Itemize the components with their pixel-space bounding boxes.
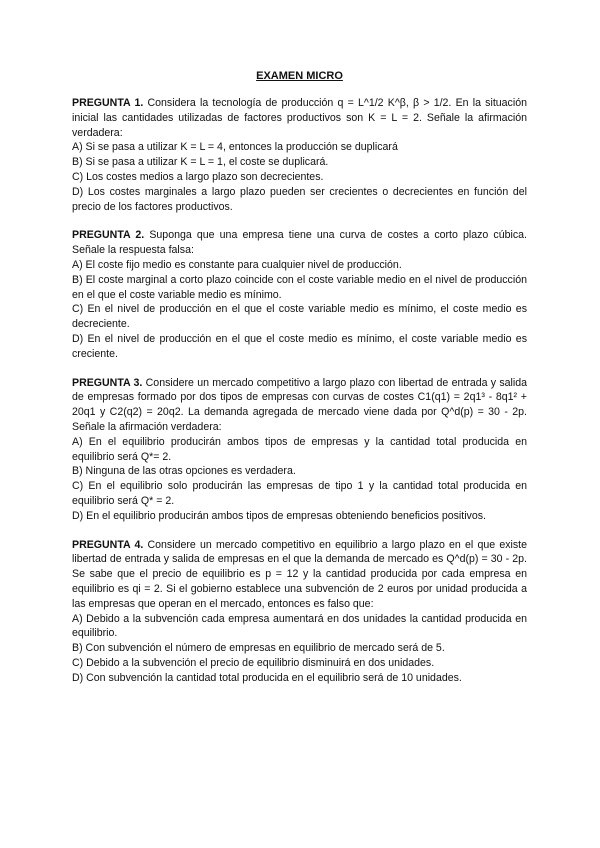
option-d: D) En el nivel de producción en el que el coste medio es mínimo, el coste variable medio es creciente. xyxy=(72,332,527,360)
option-list xyxy=(72,612,527,686)
question-text: Considere un mercado competitivo en equilibrio a largo plazo en el que existe libertad de entrada y salida de empresas en el que la demanda de mercado es Q^d(p) = 30 - 2p. Se sabe que el precio de equilibrio es p = 12 y la cantidad producida por cada empresa en equilibrio es qi = 2. Si el gobierno establece una subvención de 2 euros por unidad producida a las empresas que operan en el mercado, entonces es falso que: xyxy=(72,538,527,610)
option-c: C) En el nivel de producción en el que el coste variable medio es mínimo, el coste medio es decreciente. xyxy=(72,303,527,331)
option-a: A) El coste fijo medio es constante para cualquier nivel de producción. xyxy=(72,258,402,271)
option-d: D) En el equilibrio producirán ambos tipos de empresas obteniendo beneficios positivos. xyxy=(72,509,486,522)
option-b: B) Si se pasa a utilizar K = L = 1, el coste se duplicará. xyxy=(72,156,329,169)
question-1 xyxy=(72,96,527,214)
question-intro xyxy=(72,228,527,258)
question-label: PREGUNTA 4. xyxy=(72,538,144,551)
question-intro xyxy=(72,376,527,435)
option-b: B) Ninguna de las otras opciones es verdadera. xyxy=(72,465,296,478)
question-4 xyxy=(72,538,527,686)
page-title: EXAMEN MICRO xyxy=(256,70,343,82)
option-list xyxy=(72,140,527,214)
option-d: D) Los costes marginales a largo plazo pueden ser crecientes o decrecientes en función del precio de los factores productivos. xyxy=(72,185,527,213)
option-d: D) Con subvención la cantidad total producida en el equilibrio será de 10 unidades. xyxy=(72,671,462,684)
question-text: Considere un mercado competitivo a largo plazo con libertad de entrada y salida de empresas formado por dos tipos de empresas con curvas de costes C1(q1) = 2q1³ - 8q1² + 20q1 y C2(q2) = 20q2. La demanda agregada de mercado viene dada por Q^d(p) = 30 - 2p. Señale la afirmación verdadera: xyxy=(72,376,528,433)
question-intro xyxy=(72,538,527,612)
option-c: C) En el equilibrio solo producirán las empresas de tipo 1 y la cantidad total producida en equilibrio será Q* = 2. xyxy=(72,480,527,507)
option-list xyxy=(72,258,527,362)
question-label: PREGUNTA 1. xyxy=(72,97,144,109)
question-3 xyxy=(72,376,527,524)
question-label: PREGUNTA 3. xyxy=(72,376,143,389)
question-2 xyxy=(72,228,527,361)
option-a: A) Debido a la subvención cada empresa aumentará en dos unidades la cantidad producida en equilibrio. xyxy=(72,612,527,640)
option-a: A) En el equilibrio producirán ambos tipos de empresas y la cantidad total producida en equilibrio será Q*= 2. xyxy=(72,435,527,463)
question-intro xyxy=(72,96,527,140)
exam-page xyxy=(72,70,527,699)
question-text: Considera la tecnología de producción q = L^1/2 K^β, β > 1/2. En la situación inicial las cantidades utilizadas de factores productivos son K = L = 2. Señale la afirmación verdadera: xyxy=(72,97,527,139)
option-b: B) El coste marginal a corto plazo coincide con el coste variable medio en el nivel de producción en el que el coste variable medio es mínimo. xyxy=(72,273,527,301)
option-b: B) Con subvención el número de empresas en equilibrio de mercado será de 5. xyxy=(72,642,445,655)
option-c: C) Los costes medios a largo plazo son decrecientes. xyxy=(72,170,324,183)
question-label: PREGUNTA 2. xyxy=(72,229,145,242)
option-c: C) Debido a la subvención el precio de equilibrio disminuirá en dos unidades. xyxy=(72,656,435,669)
question-text: Suponga que una empresa tiene una curva de costes a corto plazo cúbica. Señale la respuesta falsa: xyxy=(72,229,527,257)
option-a: A) Si se pasa a utilizar K = L = 4, entonces la producción se duplicará xyxy=(72,141,398,154)
option-list xyxy=(72,435,527,524)
